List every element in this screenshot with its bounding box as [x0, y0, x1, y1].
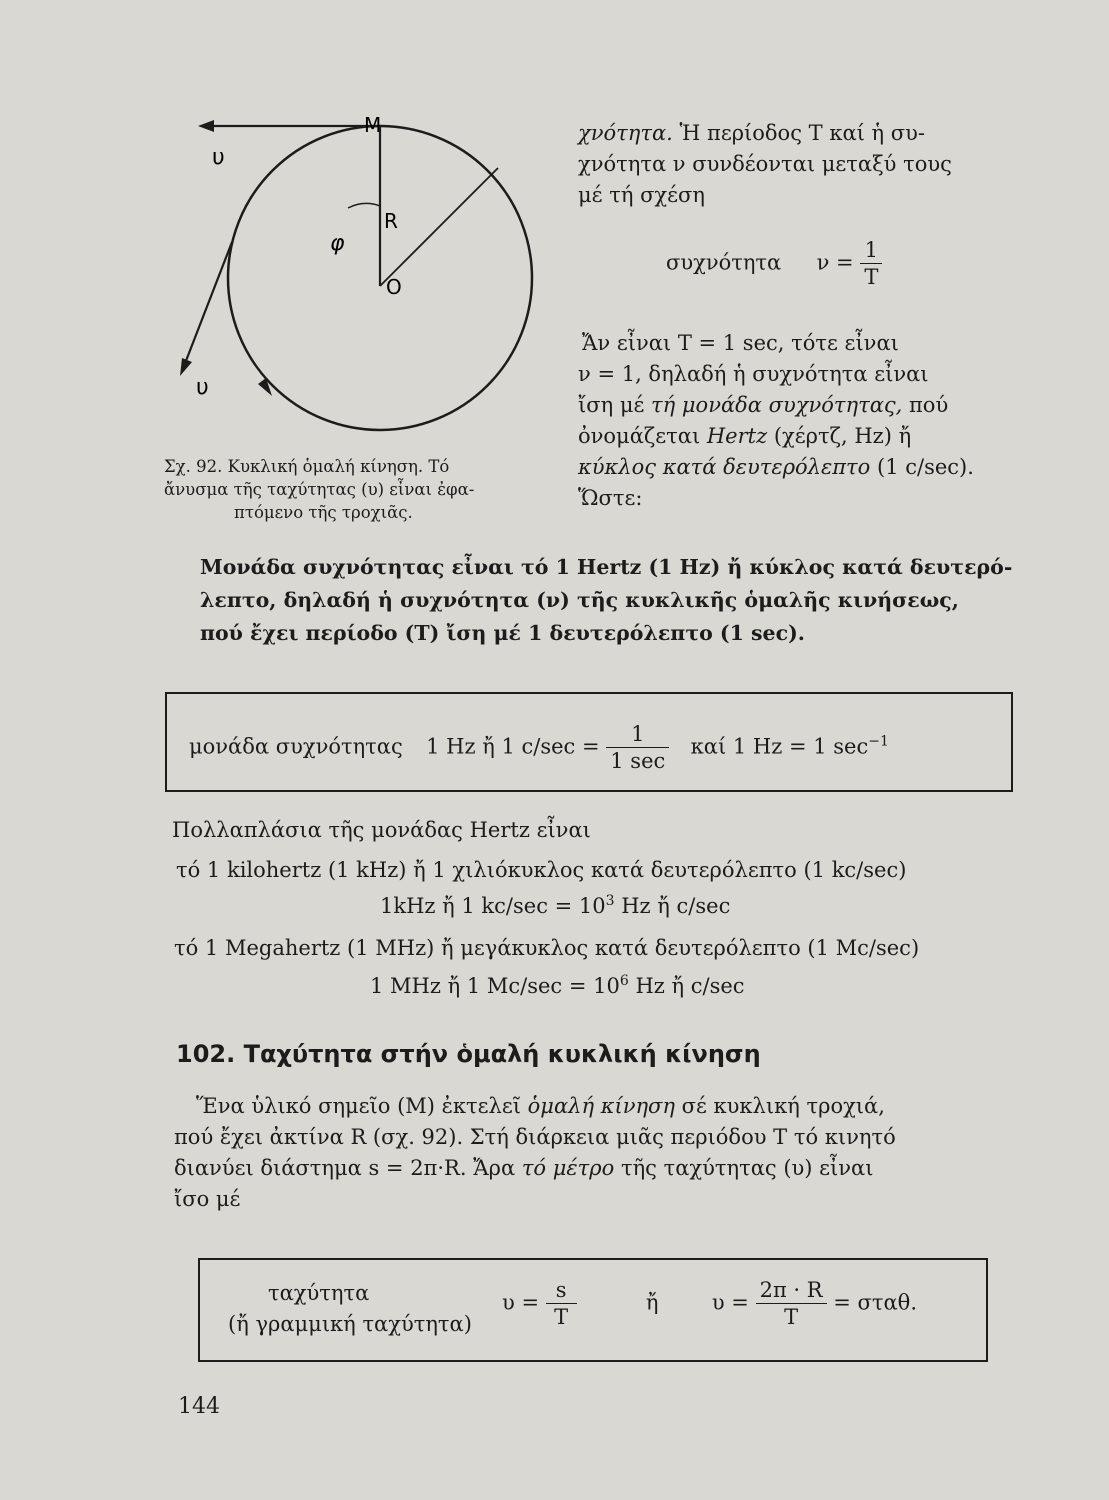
or-word: ἤ — [645, 1290, 659, 1315]
superscript: −1 — [868, 733, 889, 750]
italic-word: χνότητα. — [578, 121, 673, 145]
fraction — [860, 240, 882, 288]
speed-formula-box — [198, 1258, 988, 1362]
formula-lhs: ν = — [816, 250, 854, 275]
kilohertz-equation — [380, 886, 730, 922]
definition-line: λεπτο, δηλαδή ἡ συχνότητα (ν) τῆς κυκλικῆς ὁμαλῆς κινήσεως, — [200, 588, 959, 612]
text-span: (χέρτζ, Hz) ἤ — [767, 424, 912, 448]
caption-line: πτόμενο τῆς τροχιᾶς. — [234, 503, 413, 522]
text-line — [578, 421, 974, 452]
numerator: s — [546, 1280, 577, 1304]
caption-line: ἄνυσμα τῆς ταχύτητας (υ) εἶναι ἐφα- — [164, 480, 475, 499]
text-span: ἴση μέ — [578, 393, 652, 417]
superscript: 6 — [619, 973, 629, 989]
text-line: ἴσο μέ — [174, 1187, 241, 1211]
megahertz-equation — [370, 966, 745, 1002]
label-u-top: υ — [212, 145, 225, 170]
arrow-down-left-icon — [180, 358, 192, 376]
angle-arc — [348, 203, 380, 208]
text-span: Hz ἤ c/sec — [614, 894, 731, 918]
arrow-direction-icon — [258, 378, 272, 396]
figure-caption — [164, 455, 474, 524]
text-line: πού ἔχει ἀκτίνα R (σχ. 92). Στή διάρκεια μιᾶς περιόδου T τό κινητό — [174, 1125, 896, 1149]
fraction — [756, 1280, 827, 1328]
label-u-bottom: υ — [196, 375, 209, 400]
definition-paragraph — [200, 551, 1012, 650]
numerator: 1 — [606, 724, 669, 748]
denominator: T — [554, 1305, 569, 1329]
text-line: Ἄν εἶναι T = 1 sec, τότε εἶναι — [582, 331, 899, 355]
multiples-intro: Πολλαπλάσια τῆς μονάδας Hertz εἶναι — [172, 818, 591, 842]
unit-expr: 1 Hz ἤ 1 c/sec = — [426, 734, 600, 759]
italic-phrase: τή μονάδα συχνότητας, — [651, 393, 903, 417]
text-line — [578, 118, 952, 149]
text-span: Hz ἤ c/sec — [628, 974, 745, 998]
text-line: Ὥστε: — [578, 486, 643, 510]
label-r: R — [384, 209, 398, 233]
text-line — [174, 1153, 896, 1184]
text-line — [578, 452, 974, 483]
section-paragraph — [174, 1091, 896, 1215]
text-span: (1 c/sec). — [870, 455, 974, 479]
megahertz-line: τό 1 Megahertz (1 MHz) ἤ μεγάκυκλος κατά δευτερόλεπτο (1 Mc/sec) — [174, 936, 920, 960]
text-line: χνότητα ν συνδέονται μεταξύ τους — [578, 152, 952, 176]
text-span: τῆς ταχύτητας (υ) εἶναι — [614, 1156, 874, 1180]
label-phi: φ — [330, 231, 345, 256]
formula-lhs: υ = — [502, 1290, 540, 1315]
circular-motion-figure — [168, 108, 588, 438]
velocity-vector-bottom — [184, 242, 232, 366]
denominator: T — [864, 265, 879, 289]
unit-box-content — [189, 724, 889, 772]
text-line — [578, 390, 974, 421]
superscript: 3 — [605, 893, 615, 909]
formula-rhs: = σταθ. — [833, 1290, 918, 1315]
text-line: ν = 1, δηλαδή ἡ συχνότητα εἶναι — [578, 362, 929, 386]
text-span: Ἡ περίοδος T καί ἡ συ- — [679, 121, 925, 145]
text-span: 1kHz ἤ 1 kc/sec = 10 — [380, 894, 606, 918]
italic-word: Hertz — [706, 424, 768, 448]
definition-line: πού ἔχει περίοδο (T) ἴση μέ 1 δευτερόλεπτο (1 sec). — [200, 621, 805, 645]
italic-phrase: τό μέτρο — [521, 1156, 615, 1180]
speed-label-line: (ἤ γραμμική ταχύτητα) — [228, 1312, 472, 1336]
unit-definition-box — [165, 692, 1013, 792]
unit-label: μονάδα συχνότητας — [189, 734, 403, 759]
formula-label: συχνότητα — [666, 250, 782, 275]
right-column-p1 — [578, 118, 952, 211]
italic-phrase: ὁμαλή κίνηση — [527, 1094, 675, 1118]
text-line: μέ τή σχέση — [578, 183, 705, 207]
page-number: 144 — [178, 1394, 220, 1419]
label-m: M — [364, 113, 382, 137]
speed-label-line: ταχύτητα — [268, 1281, 370, 1305]
section-heading: 102. Ταχύτητα στήν ὁμαλή κυκλική κίνηση — [176, 1040, 761, 1068]
frequency-formula — [666, 240, 882, 288]
kilohertz-line: τό 1 kilohertz (1 kHz) ἤ 1 χιλιόκυκλος κατά δευτερόλεπτο (1 kc/sec) — [176, 858, 907, 882]
label-o: O — [386, 275, 402, 299]
text-span: ὀνομάζεται — [578, 424, 707, 448]
text-span: 1 MHz ἤ 1 Mc/sec = 10 — [370, 974, 620, 998]
text-span: πού — [902, 393, 949, 417]
text-span: σέ κυκλική τροχιά, — [674, 1094, 885, 1118]
text-line — [174, 1091, 896, 1122]
text-span: διανύει διάστημα s = 2π·R. Ἄρα — [174, 1156, 522, 1180]
speed-label — [228, 1278, 472, 1340]
unit-expr-2: καί 1 Hz = 1 sec — [690, 734, 869, 759]
numerator: 2π · R — [756, 1280, 827, 1304]
definition-line: Μονάδα συχνότητας εἶναι τό 1 Hertz (1 Hz) ἤ κύκλος κατά δευτερό- — [200, 555, 1013, 579]
caption-line: Σχ. 92. Κυκλική ὁμαλή κίνηση. Τό — [164, 457, 450, 476]
formula-lhs-2: υ = — [711, 1290, 749, 1315]
denominator: T — [784, 1305, 799, 1329]
denominator: 1 sec — [610, 749, 666, 773]
text-span: Ἕνα ὑλικό σημεῖο (M) ἐκτελεῖ — [196, 1094, 528, 1118]
right-column-p2 — [578, 328, 974, 514]
numerator: 1 — [860, 240, 882, 264]
fraction — [546, 1280, 577, 1328]
arrow-left-icon — [198, 120, 214, 132]
italic-phrase: κύκλος κατά δευτερόλεπτο — [578, 455, 871, 479]
fraction — [606, 724, 669, 772]
speed-formula — [502, 1280, 917, 1328]
